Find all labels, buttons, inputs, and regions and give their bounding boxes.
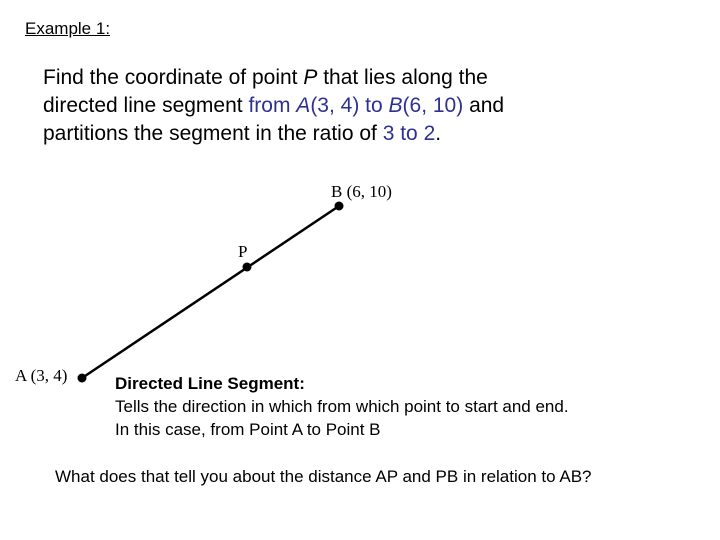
point-p-ref: P [303, 66, 318, 89]
segment-ab-line [82, 206, 339, 378]
point-a-dot [78, 374, 87, 383]
point-b-label: B (6, 10) [331, 182, 392, 201]
directed-segment-note [115, 372, 569, 441]
point-p-dot [243, 263, 252, 272]
problem-text: Find the coordinate of point [43, 66, 304, 89]
problem-text: that lies along the [317, 66, 488, 89]
point-a-coords: (3, 4) [310, 94, 360, 117]
point-b-dot [335, 202, 344, 211]
note-title: Directed Line Segment: [115, 374, 305, 393]
point-p-label: P [238, 242, 248, 261]
to-text: to [359, 94, 389, 117]
example-heading: Example 1: [25, 19, 111, 38]
problem-text: and [463, 94, 505, 117]
problem-text: . [435, 122, 442, 145]
problem-text: directed line segment [43, 94, 249, 117]
problem-text: partitions the segment in the ratio of [43, 122, 383, 145]
point-b-coords: (6, 10) [402, 94, 464, 117]
point-a-label: A (3, 4) [15, 366, 68, 385]
point-a-ref: A [296, 94, 311, 117]
from-text: from [248, 94, 297, 117]
note-line: In this case, from Point A to Point B [115, 420, 381, 439]
question-text: What does that tell you about the distance AP and PB in relation to AB? [55, 467, 592, 486]
ratio-text: 3 to 2 [382, 122, 436, 145]
note-line: Tells the direction in which from which point to start and end. [115, 397, 569, 416]
point-b-ref: B [388, 94, 403, 117]
